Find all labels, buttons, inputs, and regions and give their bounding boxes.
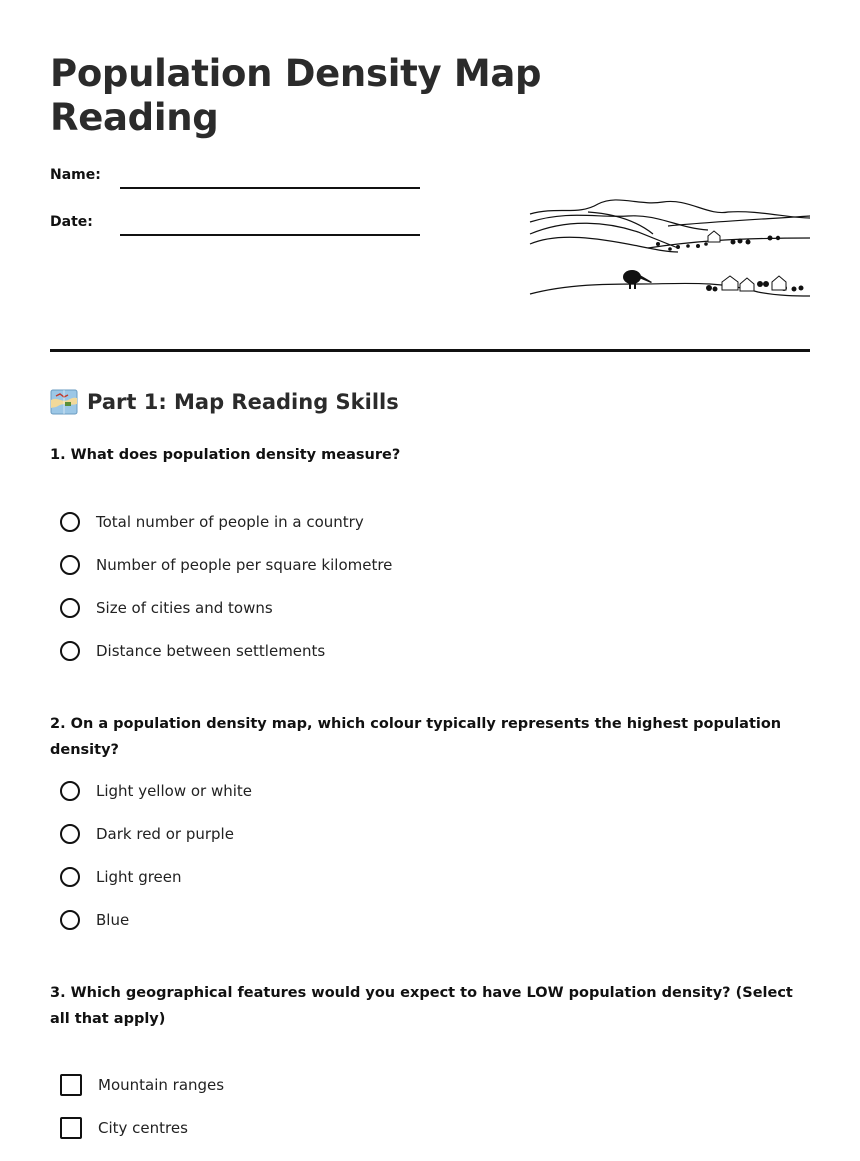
radio-button[interactable]: [60, 641, 80, 661]
part1-heading: [50, 388, 399, 416]
option-label: Dark red or purple: [96, 824, 234, 843]
radio-button[interactable]: [60, 781, 80, 801]
radio-button[interactable]: [60, 555, 80, 575]
option-label: City centres: [98, 1118, 188, 1137]
radio-button[interactable]: [60, 598, 80, 618]
option-label: Light yellow or white: [96, 781, 253, 800]
option-q1-4[interactable]: [60, 629, 392, 672]
option-label: Light green: [96, 867, 182, 886]
option-label: Mountain ranges: [98, 1075, 225, 1094]
option-label: Blue: [96, 910, 130, 929]
title-line-2: Reading: [50, 96, 219, 139]
radio-button[interactable]: [60, 910, 80, 930]
option-label: Distance between settlements: [96, 641, 326, 660]
question-1: 1. What does population density measure?: [50, 447, 401, 463]
name-label: Name:: [50, 167, 101, 183]
option-q3-2[interactable]: [60, 1106, 224, 1149]
radio-button[interactable]: [60, 512, 80, 532]
question-3-options: [60, 1063, 224, 1149]
option-label: Size of cities and towns: [96, 598, 273, 617]
option-q3-1[interactable]: [60, 1063, 224, 1106]
option-label: Number of people per square kilometre: [96, 555, 393, 574]
option-q1-2[interactable]: [60, 543, 392, 586]
checkbox[interactable]: [60, 1074, 82, 1096]
option-q1-1[interactable]: [60, 500, 392, 543]
question-1-options: [60, 500, 392, 672]
question-3: 3. Which geographical features would you expect to have LOW population density? (Select all that apply): [50, 985, 793, 1027]
title-line-1: Population Density Map: [50, 52, 542, 95]
question-2: 2. On a population density map, which colour typically represents the highest population density?: [50, 716, 782, 758]
option-label: Total number of people in a country: [96, 512, 364, 531]
part1-heading-text: Part 1: Map Reading Skills: [87, 390, 399, 414]
radio-button[interactable]: [60, 867, 80, 887]
landscape-kiwi-illustration: [528, 192, 812, 302]
worksheet-title: [50, 52, 541, 140]
date-field[interactable]: [120, 234, 420, 236]
map-icon: [50, 388, 78, 416]
radio-button[interactable]: [60, 824, 80, 844]
option-q2-3[interactable]: [60, 855, 252, 898]
date-label: Date:: [50, 214, 93, 230]
checkbox[interactable]: [60, 1117, 82, 1139]
section-divider: [50, 349, 810, 352]
option-q2-4[interactable]: [60, 898, 252, 941]
option-q2-1[interactable]: [60, 769, 252, 812]
question-2-options: [60, 769, 252, 941]
option-q1-3[interactable]: [60, 586, 392, 629]
name-field[interactable]: [120, 187, 420, 189]
option-q2-2[interactable]: [60, 812, 252, 855]
